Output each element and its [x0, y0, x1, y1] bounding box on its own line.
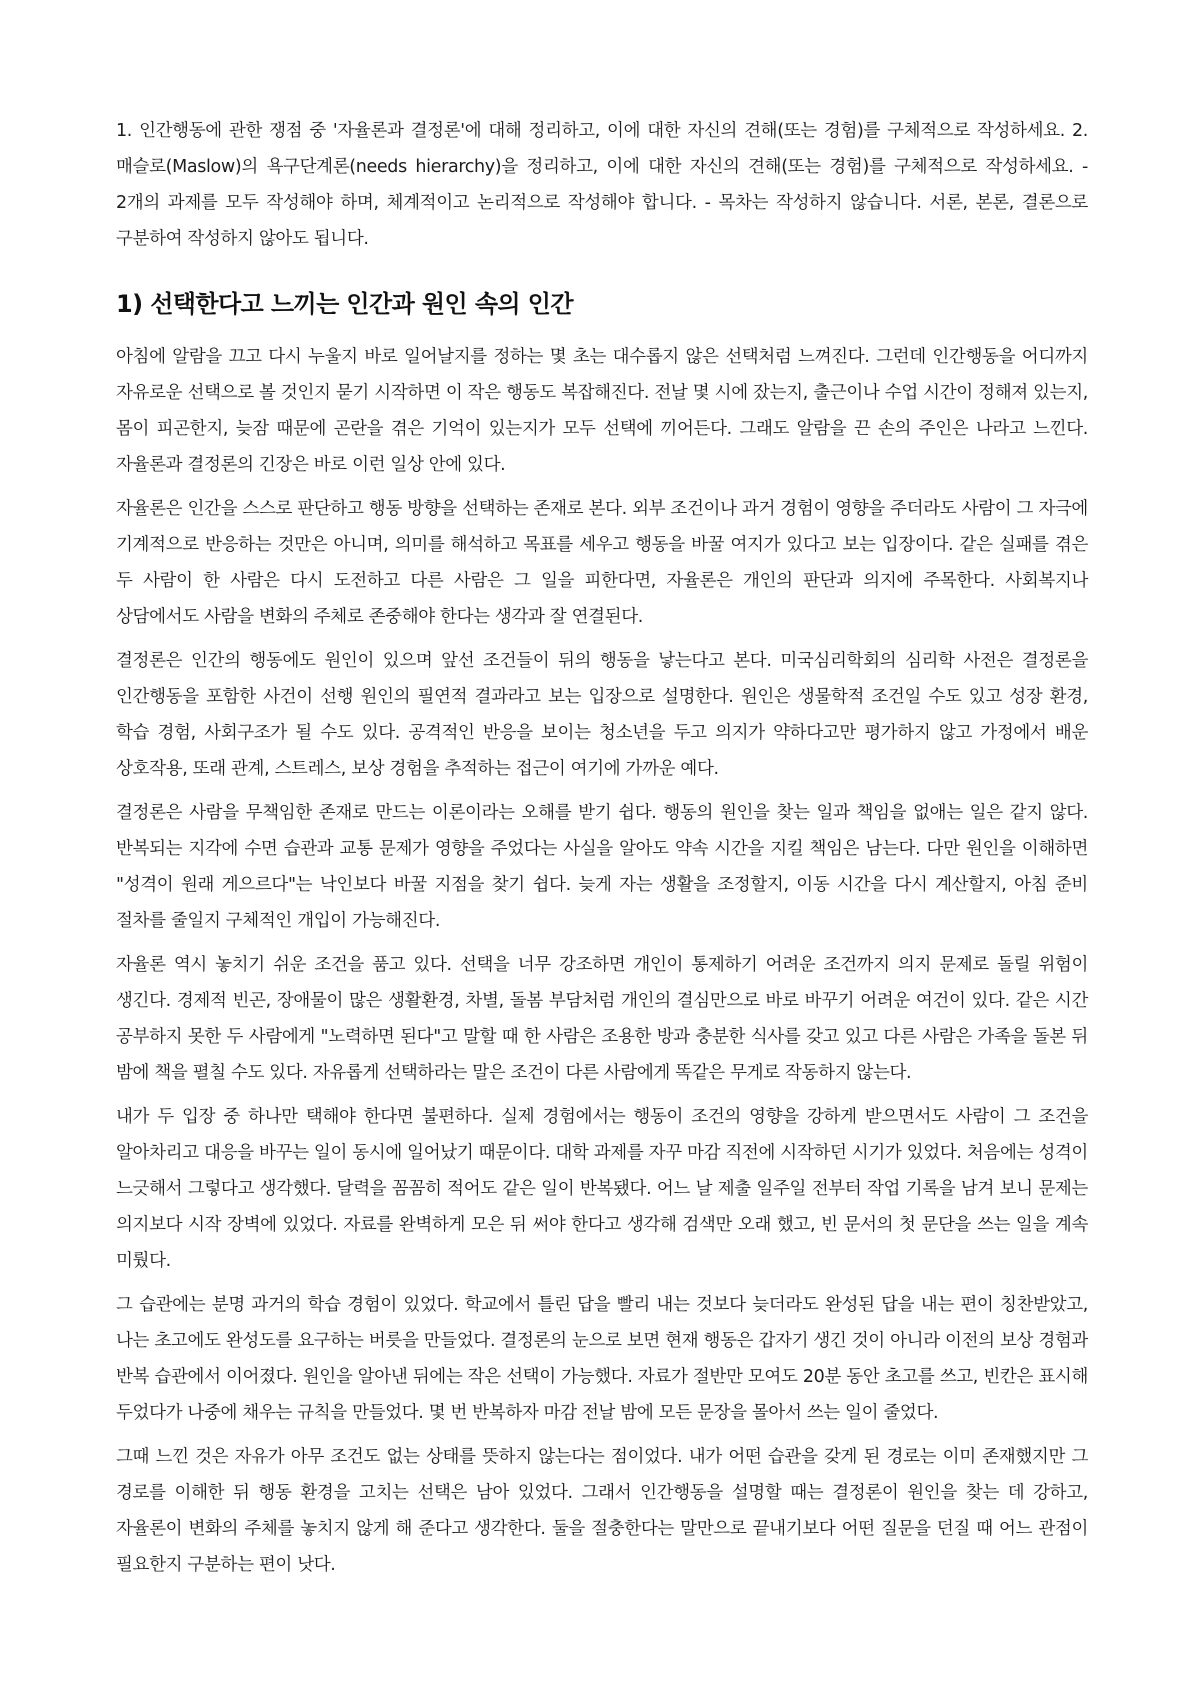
section-heading: 1) 선택한다고 느끼는 인간과 원인 속의 인간 — [116, 290, 573, 318]
paragraph-6: 내가 두 입장 중 하나만 택해야 한다면 불편하다. 실제 경험에서는 행동이 조건의 영향을 강하게 받으면서도 사람이 그 조건을 알아차리고 대응을 바꾸는 일이 동시에 일어났기 때문이다. 대학 과제를 자꾸 마감 직전에 시작하던 시기가 있었다. 처음에는 성격이 느긋해서 그렇다고 생각했다. 달력을 꼼꼼히 적어도 같은 일이 반복됐다. 어느 날 제출 일주일 전부터 작업 기록을 남겨 보니 문제는 의지보다 시작 장벽에 있었다. 자료를 완벽하게 모은 뒤 써야 한다고 생각해 검색만 오래 했고, 빈 문서의 첫 문단을 쓰는 일을 계속 미뤘다. — [116, 1107, 1088, 1271]
assignment-prompt: 1. 인간행동에 관한 쟁점 중 '자율론과 결정론'에 대해 정리하고, 이에 대한 자신의 견해(또는 경험)를 구체적으로 작성하세요. 2. 매슬로(Maslow)의 욕구단계론(needs hierarchy)을 정리하고, 이에 대한 자신의 견해(또는 경험)를 구체적으로 작성하세요. - 2개의 과제를 모두 작성해야 하며, 체계적이고 논리적으로 작성해야 합니다. - 목차는 작성하지 않습니다. 서론, 본론, 결론으로 구분하여 작성하지 않아도 됩니다. — [116, 121, 1088, 249]
paragraph-3: 결정론은 인간의 행동에도 원인이 있으며 앞선 조건들이 뒤의 행동을 낳는다고 본다. 미국심리학회의 심리학 사전은 결정론을 인간행동을 포함한 사건이 선행 원인의 필연적 결과라고 보는 입장으로 설명한다. 원인은 생물학적 조건일 수도 있고 성장 환경, 학습 경험, 사회구조가 될 수도 있다. 공격적인 반응을 보이는 청소년을 두고 의지가 약하다고만 평가하지 않고 가정에서 배운 상호작용, 또래 관계, 스트레스, 보상 경험을 추적하는 접근이 여기에 가까운 예다. — [116, 651, 1088, 779]
paragraph-7: 그 습관에는 분명 과거의 학습 경험이 있었다. 학교에서 틀린 답을 빨리 내는 것보다 늦더라도 완성된 답을 내는 편이 칭찬받았고, 나는 초고에도 완성도를 요구하는 버릇을 만들었다. 결정론의 눈으로 보면 현재 행동은 갑자기 생긴 것이 아니라 이전의 보상 경험과 반복 습관에서 이어졌다. 원인을 알아낸 뒤에는 작은 선택이 가능했다. 자료가 절반만 모여도 20분 동안 초고를 쓰고, 빈칸은 표시해 두었다가 나중에 채우는 규칙을 만들었다. 몇 번 반복하자 마감 전날 밤에 모든 문장을 몰아서 쓰는 일이 줄었다. — [116, 1295, 1088, 1423]
paragraph-4: 결정론은 사람을 무책임한 존재로 만드는 이론이라는 오해를 받기 쉽다. 행동의 원인을 찾는 일과 책임을 없애는 일은 같지 않다. 반복되는 지각에 수면 습관과 교통 문제가 영향을 주었다는 사실을 알아도 약속 시간을 지킬 책임은 남는다. 다만 원인을 이해하면 "성격이 원래 게으르다"는 낙인보다 바꿀 지점을 찾기 쉽다. 늦게 자는 생활을 조정할지, 이동 시간을 다시 계산할지, 아침 준비 절차를 줄일지 구체적인 개입이 가능해진다. — [116, 803, 1088, 931]
paragraph-1: 아침에 알람을 끄고 다시 누울지 바로 일어날지를 정하는 몇 초는 대수롭지 않은 선택처럼 느껴진다. 그런데 인간행동을 어디까지 자유로운 선택으로 볼 것인지 묻기 시작하면 이 작은 행동도 복잡해진다. 전날 몇 시에 잤는지, 출근이나 수업 시간이 정해져 있는지, 몸이 피곤한지, 늦잠 때문에 곤란을 겪은 기억이 있는지가 모두 선택에 끼어든다. 그래도 알람을 끈 손의 주인은 나라고 느낀다. 자율론과 결정론의 긴장은 바로 이런 일상 안에 있다. — [116, 347, 1088, 475]
paragraph-8: 그때 느낀 것은 자유가 아무 조건도 없는 상태를 뜻하지 않는다는 점이었다. 내가 어떤 습관을 갖게 된 경로는 이미 존재했지만 그 경로를 이해한 뒤 행동 환경을 고치는 선택은 남아 있었다. 그래서 인간행동을 설명할 때는 결정론이 원인을 찾는 데 강하고, 자율론이 변화의 주체를 놓치지 않게 해 준다고 생각한다. 둘을 절충한다는 말만으로 끝내기보다 어떤 질문을 던질 때 어느 관점이 필요한지 구분하는 편이 낫다. — [116, 1447, 1088, 1575]
paragraph-5: 자율론 역시 놓치기 쉬운 조건을 품고 있다. 선택을 너무 강조하면 개인이 통제하기 어려운 조건까지 의지 문제로 돌릴 위험이 생긴다. 경제적 빈곤, 장애물이 많은 생활환경, 차별, 돌봄 부담처럼 개인의 결심만으로 바로 바꾸기 어려운 여건이 있다. 같은 시간 공부하지 못한 두 사람에게 "노력하면 된다"고 말할 때 한 사람은 조용한 방과 충분한 식사를 갖고 있고 다른 사람은 가족을 돌본 뒤 밤에 책을 펼칠 수도 있다. 자유롭게 선택하라는 말은 조건이 다른 사람에게 똑같은 무게로 작동하지 않는다. — [116, 955, 1088, 1083]
paragraph-2: 자율론은 인간을 스스로 판단하고 행동 방향을 선택하는 존재로 본다. 외부 조건이나 과거 경험이 영향을 주더라도 사람이 그 자극에 기계적으로 반응하는 것만은 아니며, 의미를 해석하고 목표를 세우고 행동을 바꿀 여지가 있다고 보는 입장이다. 같은 실패를 겪은 두 사람이 한 사람은 다시 도전하고 다른 사람은 그 일을 피한다면, 자율론은 개인의 판단과 의지에 주목한다. 사회복지나 상담에서도 사람을 변화의 주체로 존중해야 한다는 생각과 잘 연결된다. — [116, 499, 1088, 627]
